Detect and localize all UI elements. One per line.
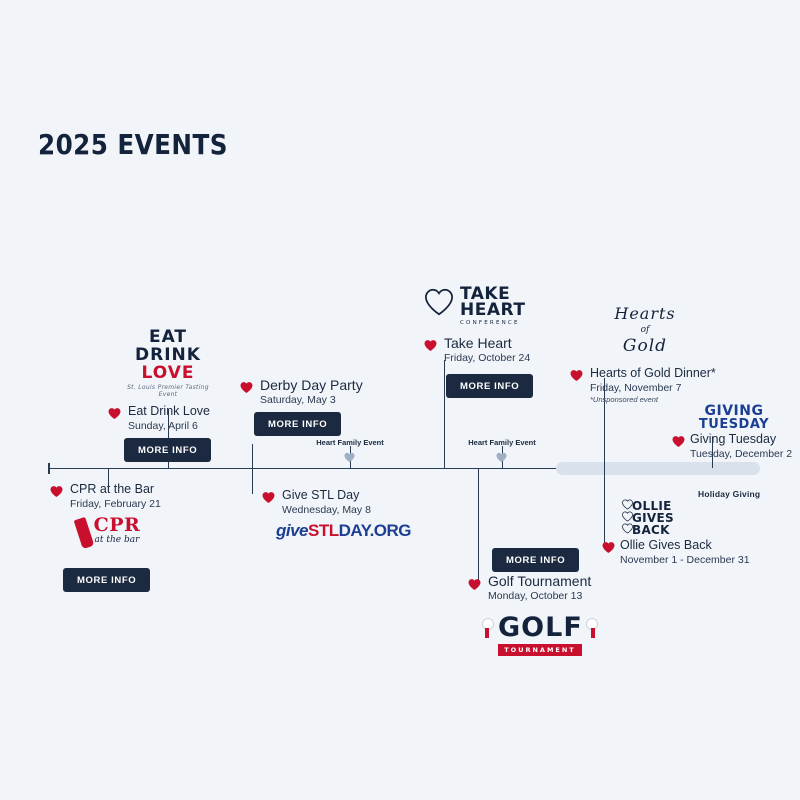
tick-golf: [478, 468, 479, 580]
heart-icon: [344, 450, 355, 461]
give-stl-day-logo: [276, 521, 411, 541]
golf-logo-line-1: GOLF: [498, 612, 583, 643]
event-hearts-of-gold-dinner: [570, 366, 716, 404]
heart-icon: [50, 485, 63, 498]
event-date: Sunday, April 6: [128, 420, 198, 432]
tick-givestl: [252, 468, 253, 494]
eat-drink-love-logo: [122, 328, 214, 398]
event-date: Friday, November 7: [590, 382, 682, 394]
more-info-button-take-heart[interactable]: MORE INFO: [446, 374, 533, 398]
tick-derby: [252, 444, 253, 468]
cpr-at-the-bar-logo: [78, 516, 156, 546]
take-heart-logo-line-3: CONFERENCE: [460, 320, 520, 326]
stl-logo-line-1: give: [276, 521, 309, 540]
event-date: Friday, February 21: [70, 498, 161, 510]
edl-logo-tagline: St. Louis Premier Tasting Event: [127, 384, 209, 398]
heart-icon: [108, 407, 121, 420]
event-name: Ollie Gives Back: [620, 538, 712, 552]
event-name: CPR at the Bar: [70, 482, 155, 496]
ogb-logo-line-2: GIVES: [632, 511, 674, 525]
event-name: Take Heart: [444, 335, 512, 351]
holiday-giving-bar: [556, 462, 760, 475]
heart-icon: [570, 369, 583, 382]
event-give-stl-day: [262, 488, 371, 517]
take-heart-logo: [424, 286, 525, 326]
more-info-button-eat-drink-love[interactable]: MORE INFO: [124, 438, 211, 462]
hog-logo-line-2: of: [640, 325, 650, 335]
stl-logo-line-3: DAY.ORG: [338, 521, 412, 540]
gt-logo-line-2: TUESDAY: [698, 417, 770, 432]
cpr-logo-line-1: CPR: [93, 514, 141, 536]
event-take-heart: [424, 336, 530, 365]
heart-icon: [672, 435, 685, 448]
edl-logo-line-3: LOVE: [141, 363, 195, 383]
heart-icon: [262, 491, 275, 504]
more-info-button-cpr[interactable]: MORE INFO: [63, 568, 150, 592]
event-name: Golf Tournament: [488, 573, 592, 589]
golf-logo-line-2: TOURNAMENT: [498, 644, 582, 656]
event-giving-tuesday: [672, 432, 792, 461]
event-ollie-gives-back: [602, 538, 750, 567]
event-name: Give STL Day: [282, 488, 360, 502]
edl-logo-line-2: DRINK: [135, 345, 201, 365]
event-date: Monday, October 13: [488, 590, 583, 602]
tick-ollie: [604, 468, 605, 544]
event-golf-tournament: [468, 574, 591, 603]
event-name: Derby Day Party: [260, 377, 363, 393]
hog-logo-line-3: Gold: [622, 336, 668, 356]
heart-icon: [496, 450, 507, 461]
timeline-axis-start-cap: [48, 463, 50, 474]
take-heart-logo-line-1: TAKE: [460, 284, 511, 304]
event-name: Eat Drink Love: [128, 404, 210, 418]
heart-icon: [240, 381, 253, 394]
event-name: Giving Tuesday: [690, 432, 777, 446]
hog-logo-line-1: Hearts: [614, 304, 676, 323]
event-date: Tuesday, December 2: [690, 448, 793, 460]
holiday-giving-label: Holiday Giving: [698, 489, 761, 499]
event-date: November 1 - December 31: [620, 554, 750, 566]
event-note: *Unsponsored event: [590, 395, 658, 404]
golf-tournament-logo: [498, 614, 582, 656]
event-name: Hearts of Gold Dinner*: [590, 366, 716, 380]
ogb-logo-line-1: OLLIE: [632, 499, 672, 513]
event-date: Friday, October 24: [444, 352, 531, 364]
event-cpr-at-the-bar: [50, 482, 161, 511]
stl-logo-line-2: STL: [308, 521, 339, 540]
ogb-logo-line-3: BACK: [632, 523, 670, 537]
heart-icon: [602, 541, 615, 554]
hearts-of-gold-logo: [590, 306, 700, 354]
heart-icon: [424, 339, 437, 352]
page-title: 2025 EVENTS: [38, 128, 228, 161]
edl-logo-line-1: EAT: [148, 327, 188, 347]
heart-icon: [468, 578, 481, 591]
family-event-tag-derby: Heart Family Event: [316, 438, 384, 447]
ollie-gives-back-logo: [632, 500, 674, 536]
more-info-button-golf[interactable]: MORE INFO: [492, 548, 579, 572]
event-eat-drink-love: [108, 404, 210, 433]
event-date: Saturday, May 3: [260, 394, 336, 406]
family-event-tag-take-heart: Heart Family Event: [468, 438, 536, 447]
cpr-logo-line-2: at the bar: [94, 535, 140, 545]
take-heart-logo-line-2: HEART: [460, 300, 526, 320]
event-derby-day-party: [240, 378, 363, 407]
more-info-button-derby[interactable]: MORE INFO: [254, 412, 341, 436]
gt-logo-line-1: GIVING: [704, 403, 764, 419]
event-date: Wednesday, May 8: [282, 504, 371, 516]
giving-tuesday-logo: [688, 404, 780, 432]
tick-takeheart: [444, 360, 445, 468]
